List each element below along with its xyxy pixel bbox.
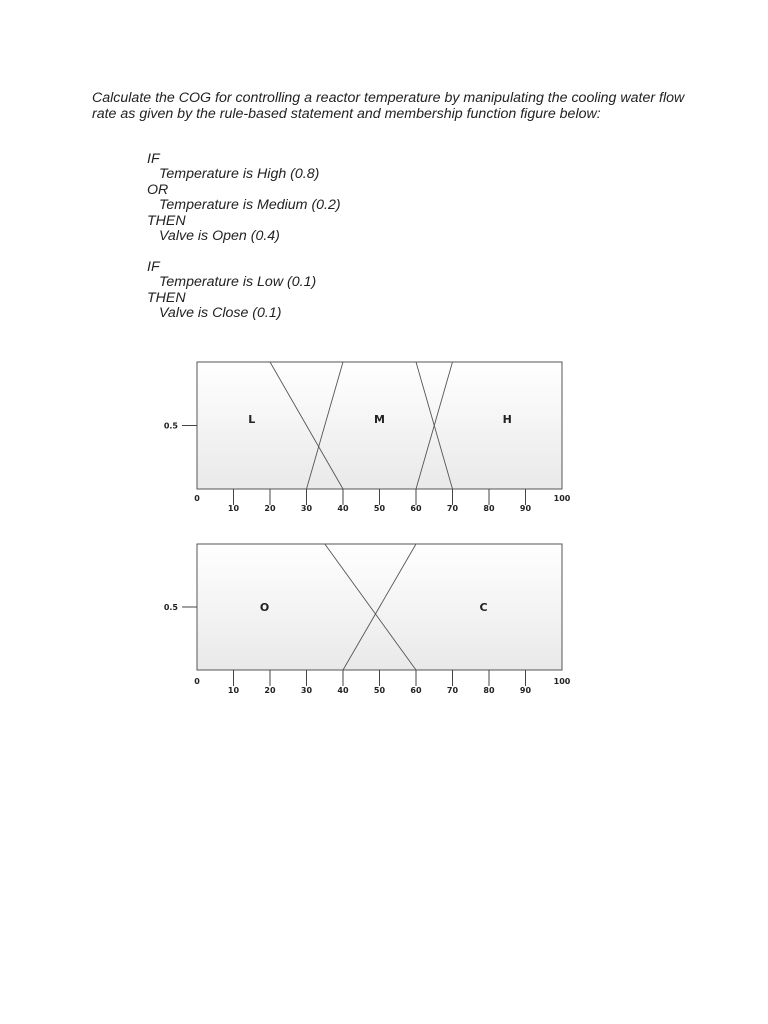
set-label: C (479, 601, 488, 614)
x-tick-label: 20 (264, 686, 276, 695)
x-tick-label: 100 (553, 677, 571, 686)
x-tick-label: 0 (194, 494, 200, 503)
question-line-2: rate as given by the rule-based statement and membership function figure below: (92, 106, 601, 122)
rule1-if: IF (147, 151, 160, 167)
rule2-condition-1: Temperature is Low (0.1) (159, 274, 317, 291)
x-tick-label: 30 (300, 686, 313, 695)
x-tick-label: 60 (410, 686, 422, 695)
x-tick-label: 90 (519, 686, 532, 695)
x-tick-label: 20 (264, 504, 276, 513)
set-label: H (502, 413, 512, 427)
question-line-1: Calculate the COG for controlling a reactor temperature by manipulating the cooling water flow (92, 90, 685, 106)
x-tick-label: 100 (553, 494, 571, 503)
rule1-then: THEN (147, 212, 186, 229)
rule2-then: THEN (147, 289, 186, 306)
x-tick-label: 90 (519, 504, 532, 513)
x-tick-label: 80 (483, 686, 495, 695)
temperature-chart (164, 362, 571, 513)
rule1-condition-2: Temperature is Medium (0.2) (159, 197, 341, 214)
x-tick-label: 40 (337, 504, 349, 513)
x-tick-label: 50 (373, 686, 386, 695)
rule1-action: Valve is Open (0.4) (159, 227, 280, 244)
valve-chart (164, 544, 571, 695)
x-tick-label: 10 (227, 504, 240, 513)
x-tick-label: 80 (483, 504, 495, 513)
x-tick-label: 40 (337, 686, 349, 695)
set-label: O (259, 601, 270, 614)
x-tick-label: 50 (373, 504, 386, 513)
x-tick-label: 10 (227, 686, 240, 695)
x-tick-label: 60 (410, 504, 422, 513)
y-tick-label: 0.5 (163, 421, 178, 431)
rule2-action: Valve is Close (0.1) (159, 304, 282, 321)
set-label: M (374, 413, 385, 427)
rule2-if: IF (147, 258, 160, 275)
x-tick-label: 70 (446, 504, 459, 513)
y-tick-label: 0.5 (163, 603, 178, 612)
rule1-condition-1: Temperature is High (0.8) (159, 166, 320, 183)
set-label: L (248, 413, 256, 427)
rule1-or: OR (147, 181, 169, 198)
x-tick-label: 30 (300, 504, 313, 513)
x-tick-label: 0 (194, 677, 200, 686)
x-tick-label: 70 (446, 686, 459, 695)
